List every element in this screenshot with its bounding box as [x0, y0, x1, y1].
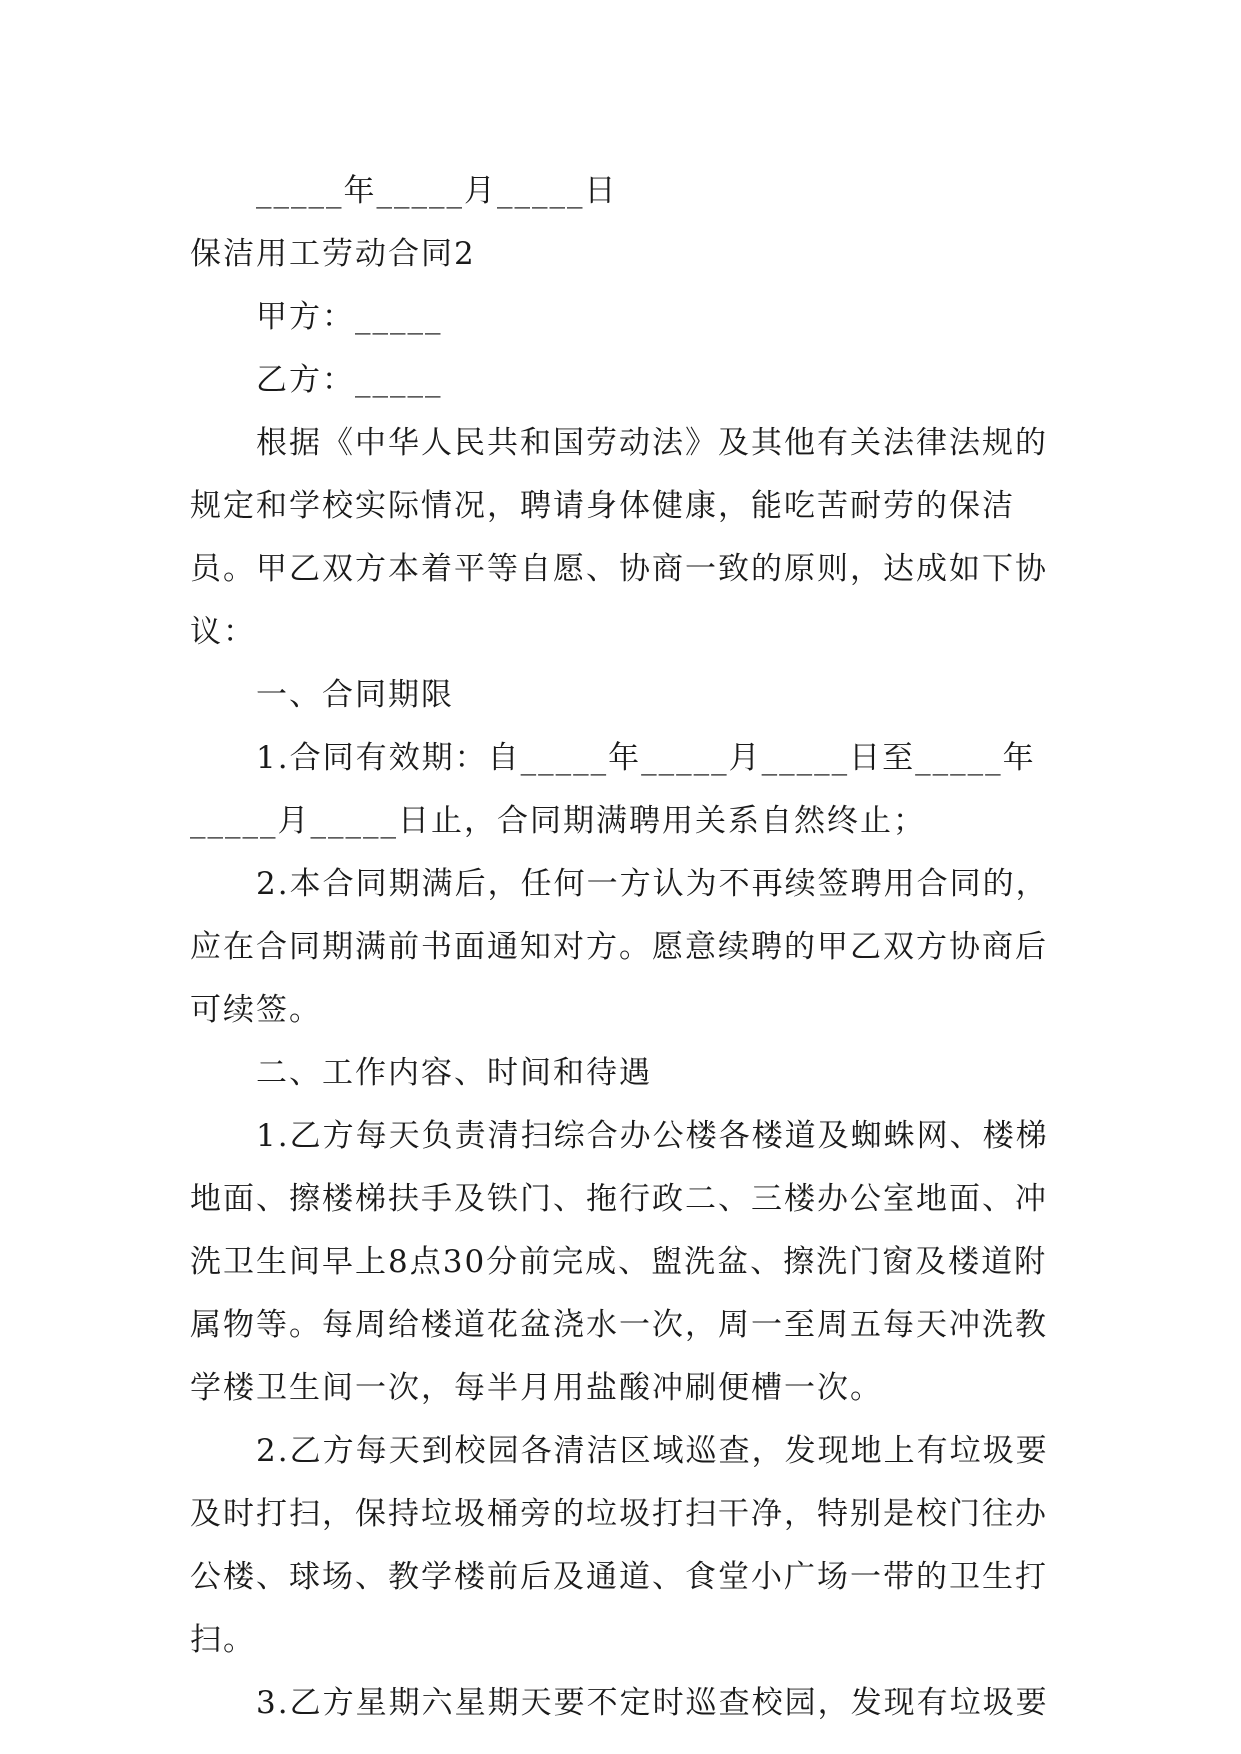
section1-heading: 一、合同期限 [256, 677, 454, 713]
intro-paragraph: 根据《中华人民共和国劳动法》及其他有关法律法规的规定和学校实际情况，聘请身体健康，能吃苦耐劳的保洁员。甲乙双方本着平等自愿、协商一致的原则，达成如下协议： [190, 425, 1048, 650]
section1-item2: 2.本合同期满后，任何一方认为不再续签聘用合同的，应在合同期满前书面通知对方。愿意续聘的甲乙双方协商后可续签。 [190, 866, 1049, 1028]
party-b-line: 乙方：_____ [256, 362, 443, 398]
section2-item2: 2.乙方每天到校园各清洁区域巡查，发现地上有垃圾要及时打扫，保持垃圾桶旁的垃圾打扫干净，特别是校门往办公楼、球场、教学楼前后及通道、食堂小广场一带的卫生打扫。 [190, 1433, 1049, 1658]
document-page [190, 160, 1060, 1735]
section2-item3: 3.乙方星期六星期天要不定时巡查校园，发现有垃圾要 [256, 1685, 1049, 1721]
document-title: 保洁用工劳动合同2 [190, 236, 476, 272]
party-a-line: 甲方：_____ [256, 299, 443, 335]
section1-item1: 1.合同有效期：自_____年_____月_____日至_____年_____月_____日止，合同期满聘用关系自然终止； [190, 740, 1036, 839]
section2-item1: 1.乙方每天负责清扫综合办公楼各楼道及蜘蛛网、楼梯地面、擦楼梯扶手及铁门、拖行政二、三楼办公室地面、冲洗卫生间早上8点30分前完成、盥洗盆、擦洗门窗及楼道附属物等。每周给楼道花盆浇水一次，周一至周五每天冲洗教学楼卫生间一次，每半月用盐酸冲刷便槽一次。 [190, 1118, 1049, 1406]
section2-heading: 二、工作内容、时间和待遇 [256, 1055, 652, 1091]
date-line: _____年_____月_____日 [256, 173, 618, 209]
